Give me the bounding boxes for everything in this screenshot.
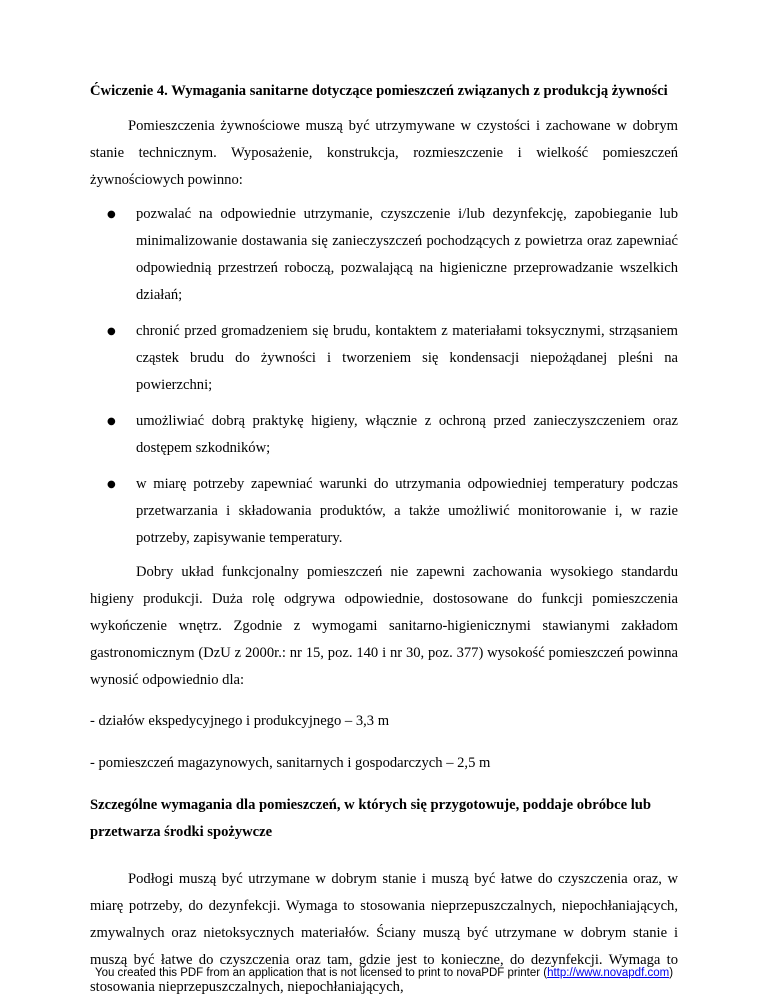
bullet-icon: ● <box>107 416 116 427</box>
floors-walls-paragraph: Podłogi muszą być utrzymane w dobrym stanie i muszą być łatwe do czyszczenia oraz, w miarę potrzeby, do dezynfekcji. Wymaga to stosowania nieprzepuszczalnych, niepochłaniających, zmywalnych oraz nietoksycznych materiałów. Ściany muszą być utrzymane w dobrym stanie i muszą być łatwe do czyszczenia oraz tam, gdzie jest to konieczne, do dezynfekcji. Wymaga to stosowania nieprzepuszczalnych, niepochłaniających, <box>90 871 678 995</box>
list-item-text: umożliwiać dobrą praktykę higieny, włącznie z ochroną przed zanieczyszczeniem oraz dostępem szkodników; <box>136 413 678 456</box>
pdf-footer <box>0 967 768 979</box>
bullet-icon: ● <box>107 479 116 490</box>
list-item <box>90 408 678 462</box>
footer-text: You created this PDF from an application that is not licensed to print to novaPDF printer ( <box>94 967 548 979</box>
requirements-list <box>90 201 678 552</box>
footer-text-end: ) <box>669 967 674 979</box>
list-item <box>90 318 678 399</box>
list-item-text: chronić przed gromadzeniem się brudu, kontaktem z materiałami toksycznymi, strząsaniem cząstek brudu do żywności i tworzeniem się kondensacji niepożądanej pleśni na powierzchni; <box>136 323 678 393</box>
document-title: Ćwiczenie 4. Wymagania sanitarne dotyczące pomieszczeń związanych z produkcją żywności <box>90 83 668 99</box>
height-item-production: - działów ekspedycyjnego i produkcyjnego – 3,3 m <box>90 713 390 729</box>
layout-paragraph: Dobry układ funkcjonalny pomieszczeń nie zapewni zachowania wysokiego standardu higieny produkcji. Duża rolę odgrywa odpowiednie, dostosowane do funkcji pomieszczenia wykończenie wnętrz. Zgodnie z wymogami sanitarno-higienicznymi stawianymi zakładom gastronomicznym (DzU z 2000r.: nr 15, poz. 140 i nr 30, poz. 377) wysokość pomieszczeń powinna wynosić odpowiednio dla: <box>90 564 678 688</box>
list-item <box>90 201 678 309</box>
footer-link[interactable]: http://www.novapdf.com <box>547 967 670 979</box>
document-page <box>90 78 678 1001</box>
intro-paragraph: Pomieszczenia żywnościowe muszą być utrzymywane w czystości i zachowane w dobrym stanie technicznym. Wyposażenie, konstrukcja, rozmieszczenie i wielkość pomieszczeń żywnościowych powinno: <box>90 118 678 188</box>
section-heading: Szczególne wymagania dla pomieszczeń, w których się przygotowuje, poddaje obróbce lub przetwarza środki spożywcze <box>90 797 652 840</box>
list-item <box>90 471 678 552</box>
list-item-text: pozwalać na odpowiednie utrzymanie, czyszczenie i/lub dezynfekcję, zapobieganie lub minimalizowanie dostawania się zanieczyszczeń pochodzących z powietrza oraz zapewniać odpowiednią przestrzeń roboczą, pozwalającą na higieniczne przeprowadzanie wszelkich działań; <box>136 206 678 303</box>
bullet-icon: ● <box>107 326 116 337</box>
list-item-text: w miarę potrzeby zapewniać warunki do utrzymania odpowiedniej temperatury podczas przetwarzania i składowania produktów, a także umożliwić monitorowanie i, w razie potrzeby, zapisywanie temperatury. <box>136 476 678 546</box>
height-item-storage: - pomieszczeń magazynowych, sanitarnych i gospodarczych – 2,5 m <box>90 755 491 771</box>
bullet-icon: ● <box>107 209 116 220</box>
